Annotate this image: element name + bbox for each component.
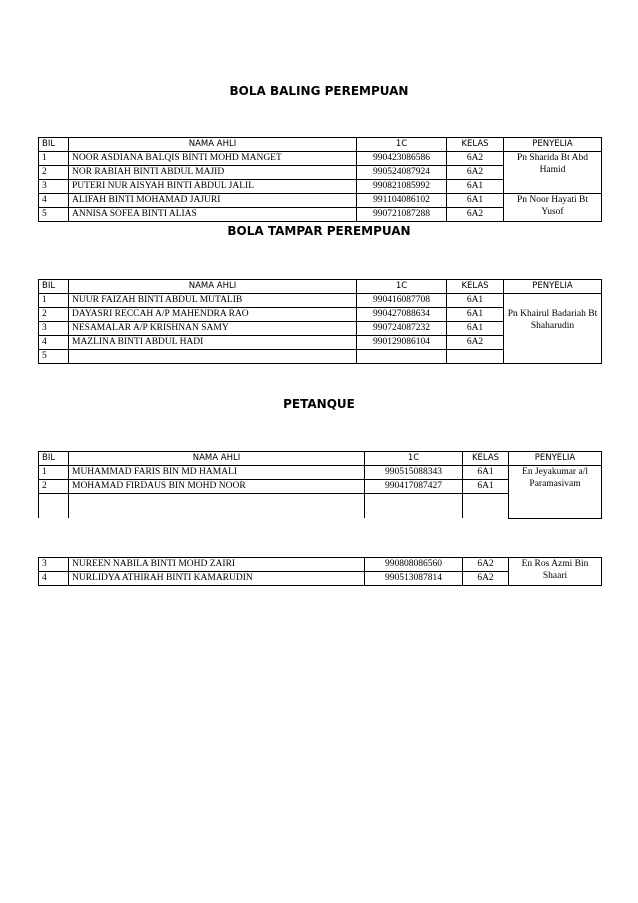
- cell-empty: [69, 494, 365, 519]
- cell-nama: NOOR ASDIANA BALQIS BINTI MOHD MANGET: [69, 152, 357, 166]
- cell-ic: 990416087708: [357, 294, 447, 308]
- cell-nama: NUUR FAIZAH BINTI ABDUL MUTALIB: [69, 294, 357, 308]
- cell-nama: PUTERI NUR AISYAH BINTI ABDUL JALIL: [69, 180, 357, 194]
- cell-kelas: 6A2: [463, 572, 509, 586]
- cell-kelas: 6A2: [463, 558, 509, 572]
- section-title-bola-baling: BOLA BALING PEREMPUAN: [229, 84, 409, 98]
- cell-bil: 5: [39, 350, 69, 364]
- cell-bil: 1: [39, 466, 69, 480]
- cell-empty: [39, 494, 69, 519]
- cell-bil: 4: [39, 336, 69, 350]
- cell-ic: 990423086586: [357, 152, 447, 166]
- cell-ic: 990524087924: [357, 166, 447, 180]
- table-row: [39, 558, 602, 572]
- header-penyelia: PENYELIA: [504, 280, 602, 294]
- cell-ic: 990129086104: [357, 336, 447, 350]
- cell-kelas: 6A1: [447, 180, 504, 194]
- header-kelas: KELAS: [463, 452, 509, 466]
- cell-kelas: 6A1: [447, 308, 504, 322]
- header-ic: 1C: [357, 280, 447, 294]
- cell-penyelia: En Jeyakumar a/l Paramasivam: [509, 466, 602, 519]
- cell-nama: MAZLINA BINTI ABDUL HADI: [69, 336, 357, 350]
- header-bil: BIL: [39, 452, 69, 466]
- cell-kelas: 6A1: [447, 194, 504, 208]
- table-row: [39, 194, 602, 208]
- cell-bil: 1: [39, 152, 69, 166]
- cell-empty: [365, 494, 463, 519]
- cell-kelas: 6A1: [463, 466, 509, 480]
- table-bola-tampar: [38, 279, 602, 364]
- table-header-row: [39, 452, 602, 466]
- cell-ic: 990724087232: [357, 322, 447, 336]
- header-nama-ahli: NAMA AHLI: [69, 280, 357, 294]
- cell-ic: 990721087288: [357, 208, 447, 222]
- header-kelas: KELAS: [447, 280, 504, 294]
- cell-ic: [357, 350, 447, 364]
- cell-nama: ANNISA SOFEA BINTI ALIAS: [69, 208, 357, 222]
- cell-penyelia: Pn Khairul Badariah Bt Shaharudin: [504, 294, 602, 364]
- cell-kelas: 6A2: [447, 208, 504, 222]
- table-petanque-continued: [38, 557, 602, 586]
- cell-nama: MUHAMMAD FARIS BIN MD HAMALI: [69, 466, 365, 480]
- cell-ic: 990427088634: [357, 308, 447, 322]
- header-ic: 1C: [357, 138, 447, 152]
- cell-penyelia: Pn Noor Hayati Bt Yusof: [504, 194, 602, 222]
- section-title-bola-tampar: BOLA TAMPAR PEREMPUAN: [227, 224, 411, 238]
- cell-empty: [463, 494, 509, 519]
- header-nama-ahli: NAMA AHLI: [69, 138, 357, 152]
- cell-bil: 3: [39, 558, 69, 572]
- cell-ic: 990417087427: [365, 480, 463, 494]
- table-row: [39, 466, 602, 480]
- cell-kelas: 6A2: [447, 166, 504, 180]
- cell-ic: 990515088343: [365, 466, 463, 480]
- cell-bil: 3: [39, 322, 69, 336]
- cell-nama: MOHAMAD FIRDAUS BIN MOHD NOOR: [69, 480, 365, 494]
- table-petanque: [38, 451, 602, 519]
- cell-nama: [69, 350, 357, 364]
- cell-bil: 1: [39, 294, 69, 308]
- cell-bil: 4: [39, 194, 69, 208]
- cell-kelas: [447, 350, 504, 364]
- cell-ic: 990513087814: [365, 572, 463, 586]
- cell-kelas: 6A2: [447, 336, 504, 350]
- header-nama-ahli: NAMA AHLI: [69, 452, 365, 466]
- cell-ic: 990808086560: [365, 558, 463, 572]
- cell-kelas: 6A1: [463, 480, 509, 494]
- cell-bil: 5: [39, 208, 69, 222]
- table-header-row: [39, 280, 602, 294]
- header-penyelia: PENYELIA: [504, 138, 602, 152]
- table-header-row: [39, 138, 602, 152]
- table-row: [39, 294, 602, 308]
- cell-nama: DAYASRI RECCAH A/P MAHENDRA RAO: [69, 308, 357, 322]
- section-title-petanque: PETANQUE: [283, 397, 355, 411]
- cell-penyelia: En Ros Azmi Bin Shaari: [509, 558, 602, 586]
- cell-bil: 2: [39, 480, 69, 494]
- header-ic: 1C: [365, 452, 463, 466]
- cell-kelas: 6A1: [447, 322, 504, 336]
- header-kelas: KELAS: [447, 138, 504, 152]
- header-bil: BIL: [39, 280, 69, 294]
- table-row: [39, 152, 602, 166]
- cell-bil: 4: [39, 572, 69, 586]
- header-penyelia: PENYELIA: [509, 452, 602, 466]
- cell-penyelia: Pn Sharida Bt Abd Hamid: [504, 152, 602, 194]
- cell-kelas: 6A1: [447, 294, 504, 308]
- cell-bil: 2: [39, 166, 69, 180]
- cell-bil: 3: [39, 180, 69, 194]
- cell-nama: NUREEN NABILA BINTI MOHD ZAIRI: [69, 558, 365, 572]
- table-bola-baling: [38, 137, 602, 222]
- cell-nama: ALIFAH BINTI MOHAMAD JAJURI: [69, 194, 357, 208]
- cell-bil: 2: [39, 308, 69, 322]
- cell-nama: NURLIDYA ATHIRAH BINTI KAMARUDIN: [69, 572, 365, 586]
- cell-ic: 990821085992: [357, 180, 447, 194]
- cell-kelas: 6A2: [447, 152, 504, 166]
- cell-nama: NOR RABIAH BINTI ABDUL MAJID: [69, 166, 357, 180]
- cell-nama: NESAMALAR A/P KRISHNAN SAMY: [69, 322, 357, 336]
- cell-ic: 991104086102: [357, 194, 447, 208]
- header-bil: BIL: [39, 138, 69, 152]
